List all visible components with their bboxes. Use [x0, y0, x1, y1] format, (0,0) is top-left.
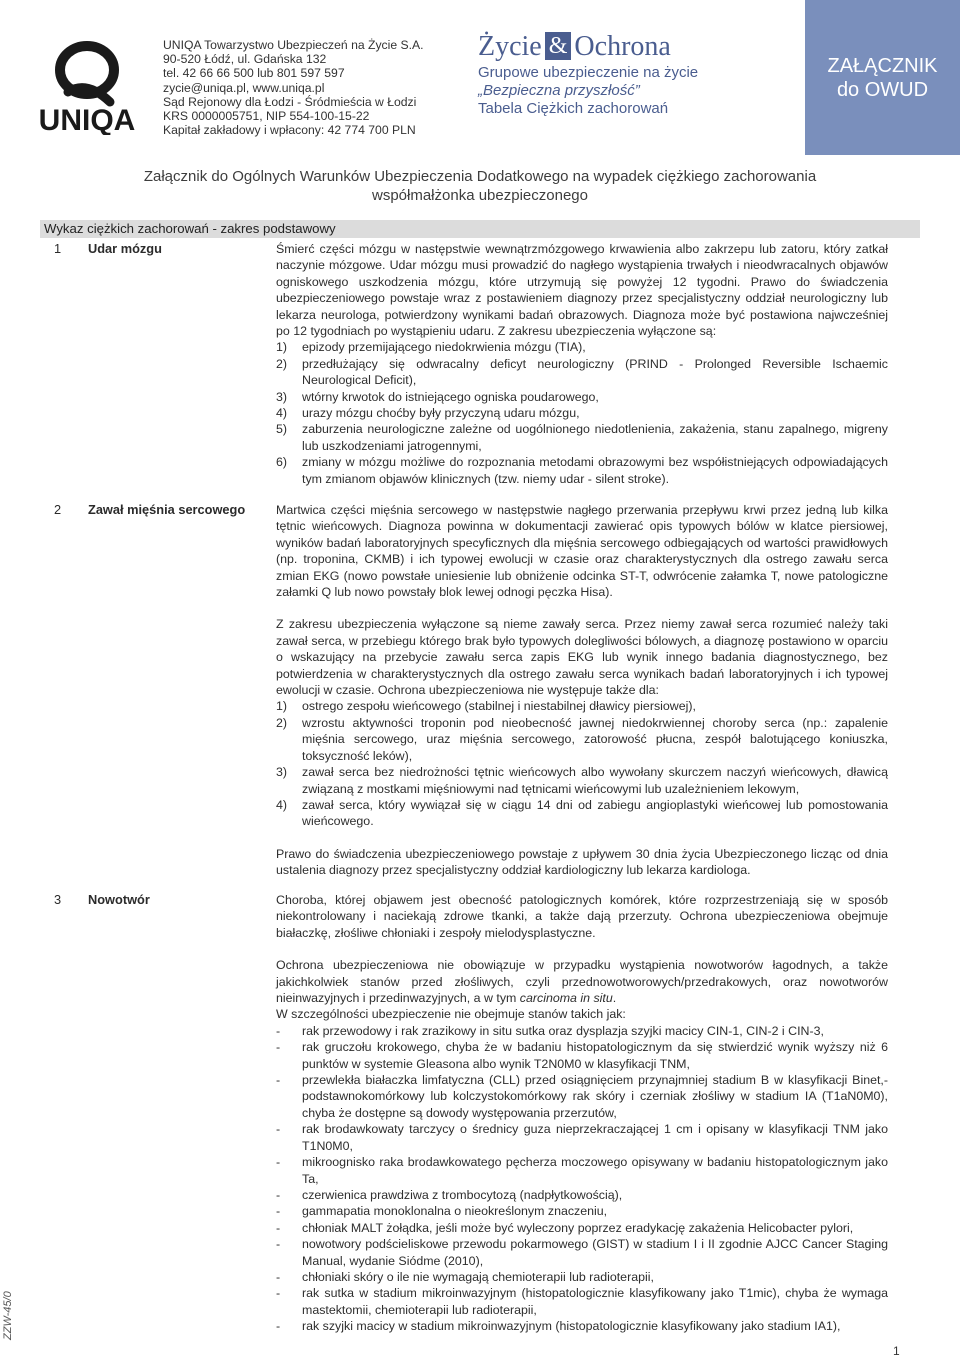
product-title-amp: &: [545, 32, 572, 60]
list-item: 4) urazy mózgu choćby były przyczyną udaru mózgu,: [276, 406, 580, 421]
product-title: [478, 30, 778, 64]
document-title-line-2: współmałżonka ubezpieczonego: [372, 187, 588, 204]
list-item: 3) zawał serca bez niedrożności tętnic wieńcowych albo wywołany skurczem naczyń wieńcowych, dławicą związaną z mostkami mięśniowymi nad tętnicami wieńcowymi lub uzależnieniem lekowym,: [276, 765, 888, 796]
item-intro: Choroba, której objawem jest obecność patologicznych komórek, które rozprzestrzeniają się w sposób niekontrolowany i naciekają zdrowe tkanki, a także dają przerzuty. Ochrona ubezpieczeniowa obejmuje białaczkę, złośliwe chłoniaki i zespoły mielodysplastyczne.: [276, 893, 888, 940]
list-item: 5) zaburzenia neurologiczne zależne od uogólnionego niedotlenienia, zakażenia, stanu zapalnego, migreny lub uszkodzeniami jatrogennymi,: [276, 422, 888, 453]
list-item: 2) przedłużający się odwracalny deficyt neurologiczny (PRIND - Prolonged Reversible Ischaemic Neurological Deficit),: [276, 356, 888, 388]
product-title-right: Ochrona: [574, 31, 671, 62]
product-line-1: Grupowe ubezpieczenie na życie: [478, 64, 699, 81]
item-name: Nowotwór: [88, 892, 150, 907]
item-paragraph: Prawo do świadczenia ubezpieczeniowego powstaje z upływem 30 dnia życia Ubezpieczonego licząc od dnia ustalenia diagnozy przez specjalistyczny oddział kardiologiczny lub lekarza kardiologa.: [276, 846, 888, 878]
item-paragraph: Ochrona ubezpieczeniowa nie obowiązuje w przypadku wystąpienia nowotworów łagodnych, a także jakichkolwiek stanów przed złośliwych, czyli przednowotworowych/przedrakowych, oraz nowotworów nieinwazyjnych i przedinwazyjnych, a w tym carcinoma in situ.: [276, 958, 888, 1006]
uniqa-logo: [30, 40, 145, 135]
item-number: 3: [54, 892, 62, 907]
list-item: - nowotwory podścieliskowe przewodu pokarmowego (GIST) w stadium I i II zgodnie AJCC Cancer Staging Manual, wydanie Siódme (2010),: [276, 1237, 888, 1268]
list-item: - rak brodawkowaty tarczycy o średnicy guza nieprzekraczającej 1 cm i opisany w klasyfikacji TNM jako T1N0M0,: [276, 1122, 888, 1153]
list-item: - rak szyjki macicy w stadium mikroinwazyjnym (histopatologicznie klasyfikowany jako stadium IA1),: [276, 1319, 841, 1334]
item-intro: Martwica części mięśnia sercowego w następstwie nagłego przerwania przepływu krwi przez jedną lub kilka tętnic wieńcowych. Diagnoza powinna w dokumentacji zawierać opis typowych bólów w klatce piersiowej, wyników badań laboratoryjnych specyficznych dla mięśnia sercowego odbiegających od wartości prawidłowych (np. troponina, CKMB) i ich typowej ewolucji w czasie oraz charakterystycznych dla ostrego zawału serca zmian EKG (nowo powstałe uniesienie lub obniżenie odcinka ST-T, odwrócenie załamka T, nowe patologiczne załamki Q lub nowo powstały blok lewej odnogi pęczka Hisa).: [276, 503, 888, 600]
company-info: [163, 38, 424, 137]
section-header: Wykaz ciężkich zachorowań - zakres podstawowy: [40, 220, 920, 238]
page-header: [0, 0, 960, 155]
item-paragraph: Z zakresu ubezpieczenia wyłączone są nieme zawały serca. Przez niemy zawał serca rozumieć należy taki zawał serca, w przebiegu którego brak było typowych dolegliwości bólowych, a diagnozę postawiono w oparciu o wskazujący na przebycie zawału serca zapis EKG lub wynik innego badania diagnostycznego, bez potwierdzenia w charakterystycznych dla ostrego zawału serca wynikach badań laboratoryjnych i ich typowej ewolucji w czasie. Ochrona ubezpieczeniowa nie występuje także dla:: [276, 617, 888, 698]
company-contact: zycie@uniqa.pl, www.uniqa.pl: [163, 80, 325, 95]
document-title-line-1: Załącznik do Ogólnych Warunków Ubezpieczenia Dodatkowego na wypadek ciężkiego zachorowania: [143, 168, 817, 185]
company-address: 90-520 Łódź, ul. Gdańska 132: [163, 52, 327, 67]
company-court: Sąd Rejonowy dla Łodzi - Śródmieścia w Łodzi: [163, 94, 417, 109]
item-name: Udar mózgu: [88, 241, 162, 256]
company-name: UNIQA Towarzystwo Ubezpieczeń na Życie S.A.: [163, 38, 424, 52]
company-phone: tel. 42 66 66 500 lub 801 597 597: [163, 66, 345, 81]
list-item: 1) epizody przemijającego niedokrwienia mózgu (TIA),: [276, 340, 586, 355]
list-item: - czerwienica prawdziwa z trombocytozą (nadpłytkowością),: [276, 1187, 623, 1202]
product-line-3: Tabela Ciężkich zachorowań: [478, 100, 669, 117]
item-name: Zawał mięśnia sercowego: [88, 502, 246, 517]
list-item: - gammapatia monoklonalna o nieokreślonym znaczeniu,: [276, 1204, 608, 1219]
list-item: 6) zmiany w mózgu możliwe do rozpoznania metodami obrazowymi bez współistniejących odpowiadających tym zmianom objawów klinicznych (tzw. niemy udar - silent stroke).: [276, 455, 888, 486]
logo-wordmark: UNIQA: [38, 104, 136, 135]
list-item: - rak sutka w stadium mikroinwazyjnym (histopatologicznie klasyfikowany jako T1mic), chyba że wymaga mastektomii, chemioterapii lub radioterapii,: [276, 1286, 888, 1317]
attachment-tab-line-2: do OWUD: [836, 78, 929, 101]
list-item: 1) ostrego zespołu wieńcowego (stabilnej i niestabilnej dławicy piersiowej),: [276, 699, 696, 714]
attachment-tab: [805, 0, 960, 155]
item-paragraph: W szczególności ubezpieczenie nie obejmuje stanów takich jak:: [276, 1007, 626, 1022]
list-item: - przewlekła białaczka limfatyczna (CLL) przed osiągnięciem przynajmniej stadium B w klasyfikacji Binet,-podstawnokomórkowy lub kolczystokomórkowy rak skóry i czerniak złośliwy w stadium IA (T1aN0M0), chyba że dostępne są dowody występowania przerzutów,: [276, 1073, 888, 1120]
item-number: 1: [54, 241, 62, 256]
product-brand: [478, 30, 778, 118]
list-item: - rak gruczołu krokowego, chyba że w badaniu histopatologicznym da się stwierdzić wynik wyższy niż 6 punktów w systemie Gleasona albo wynik T2N0M0 w klasyfikacji TNM,: [276, 1040, 888, 1071]
uniqa-logo-icon: [30, 40, 145, 135]
list-item: - chłoniak MALT żołądka, jeśli może być wyleczony poprzez eradykację zakażenia Helicobacter pylori,: [276, 1220, 854, 1235]
list-item: 3) wtórny krwotok do istniejącego ogniska poudarowego,: [276, 389, 599, 404]
list-item: - mikroognisko raka brodawkowatego pęcherza moczowego opisywany w badaniu histopatologicznym jako Ta,: [276, 1155, 888, 1186]
item-number: 2: [54, 502, 62, 517]
list-item: 4) zawał serca, który wywiązał się w ciągu 14 dni od zabiegu angioplastyki wieńcowej lub pomostowania wieńcowego.: [276, 797, 888, 829]
document-code: ZZW-45/0: [2, 1291, 14, 1340]
attachment-tab-line-1: ZAŁĄCZNIK: [827, 54, 938, 77]
item-description: [276, 502, 888, 879]
company-registry: KRS 0000005751, NIP 554-100-15-22: [163, 109, 370, 124]
product-title-left: Życie: [478, 31, 542, 62]
item-description: [276, 241, 888, 487]
list-item: - rak przewodowy i rak zrazikowy in situ sutka oraz dysplazja szyjki macicy CIN-1, CIN-2 i CIN-3,: [276, 1023, 824, 1038]
list-item: 2) wzrostu aktywności troponin pod nieobecność jawnej niedokrwiennej choroby serca (np.: zapalenie mięśnia sercowego, uraz mięśnia sercowego, zatorowość płucna, zespół balotującego koniuszka, toksyczność leków),: [276, 715, 888, 763]
document-title: [40, 167, 920, 205]
company-capital: Kapitał zakładowy i wpłacony: 42 774 700 PLN: [163, 123, 416, 138]
item-description: [276, 892, 888, 1335]
item-intro: Śmierć części mózgu w następstwie wewnątrzmózgowego krwawienia albo zakrzepu lub zatoru, który zatkał naczynie mózgowe. Udar mózgu musi prowadzić do nagłego wystąpienia trwałych i nieodwracalnych objawów ogniskowego uszkodzenia mózgu, które utrzymują się powyżej 12 tygodni. Prawo do świadczenia ubezpieczeniowego powstaje wraz z postawieniem diagnozy przez specjalistyczny oddział neurologiczny lub lekarza neurologa, potwierdzony wynikami badań obrazowych. Diagnoza może być postawiona najwcześniej po 12 tygodniach po wystąpieniu udaru. Z zakresu ubezpieczenia wyłączone są:: [276, 242, 888, 339]
list-item: - chłoniaki skóry o ile nie wymagają chemioterapii lub radioterapii,: [276, 1269, 654, 1284]
product-line-2: „Bezpieczna przyszłość”: [478, 82, 640, 99]
page-number: 1: [893, 1344, 900, 1358]
